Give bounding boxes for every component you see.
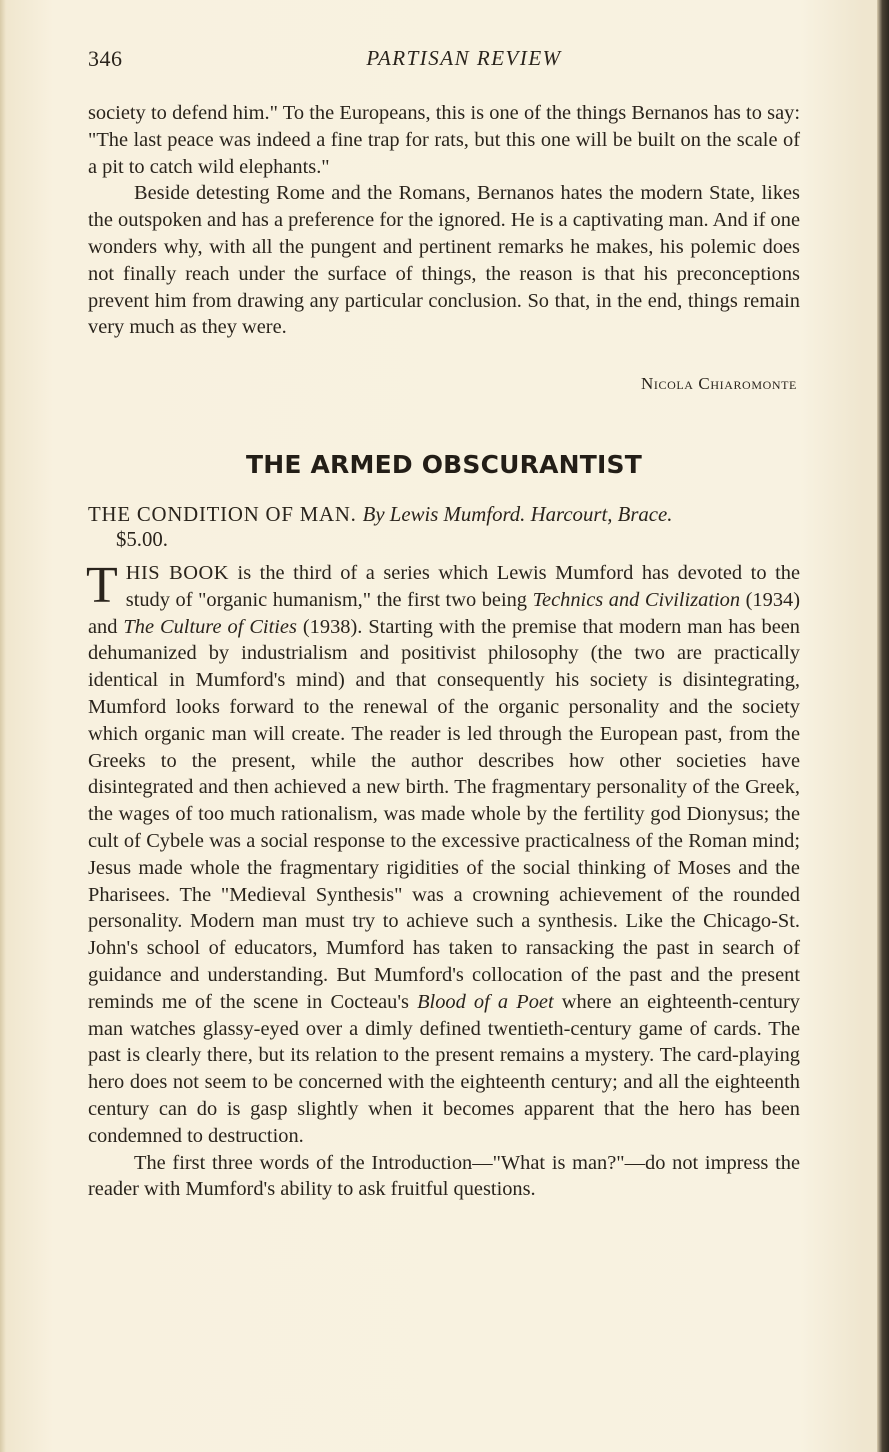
book-reference: Technics and Civilization	[532, 588, 741, 611]
review-paragraph: The first three words of the Introduction—"What is man?"—do not impress the reader with Mumford's ability to ask fruitful questions.	[88, 1151, 800, 1201]
book-byline: By Lewis Mumford. Harcourt, Brace.	[362, 503, 673, 526]
review-text: is the third of a series which Lewis Mumford has devoted to the study of "organic humanism," the first two being	[125, 562, 801, 611]
review-text: where an eighteenth-century man watches glassy-eyed over a dimly defined twentieth-century game of cards. The past is clearly there, but its relation to the present remains a mystery. The card-playing hero does not seem to be concerned with the eighteenth century; and all the eighteenth century can do is gasp slightly when it becomes apparent that the hero has been condemned to destruction.	[88, 990, 800, 1147]
film-reference: Blood of a Poet	[417, 990, 554, 1013]
book-citation	[88, 502, 800, 552]
book-reference: The Culture of Cities	[123, 615, 297, 638]
page-header	[88, 46, 800, 80]
book-price: $5.00.	[116, 528, 168, 551]
drop-cap: T	[86, 557, 118, 614]
page-gutter-shadow	[0, 0, 6, 1452]
page-edge	[877, 0, 889, 1452]
previous-review-text	[88, 100, 800, 341]
book-title: THE CONDITION OF MAN.	[88, 503, 357, 526]
review-text: (1938). Starting with the premise that modern man has been dehumanized by industrialism and positivist philosophy (the two are practically identical in Mumford's mind) and that consequently his society is disintegrating, Mumford looks forward to the renewal of the organic personality and the society which organic man will create. The reader is led through the European past, from the Greeks to the present, while the author describes how other societies have disintegrated and then achieved a new birth. The fragmentary personality of the Greek, the wages of too much rationalism, was made whole by the fertility god Dionysus; the cult of Cybele was a social response to the excessive practicalness of the Roman mind; Jesus made whole the fragmentary rigidities of the social thinking of Moses and the Pharisees. The "Medieval Synthesis" was a crowning achievement of the rounded personality. Modern man must try to achieve such a synthesis. Like the Chicago-St. John's school of educators, Mumford has taken to ransacking the past in search of guidance and understanding. But Mumford's collocation of the past and the present reminds me of the scene in Cocteau's	[88, 615, 801, 1013]
review-body	[86, 557, 801, 1203]
review-text: (1934) and	[88, 588, 801, 638]
review-paragraph	[86, 557, 801, 1150]
previous-review-paragraph: Beside detesting Rome and the Romans, Bernanos hates the modern State, likes the outspoken and has a preference for the ignored. He is a captivating man. And if one wonders why, with all the pungent and pertinent remarks he makes, his polemic does not finally reach under the surface of things, the reason is that his preconceptions prevent him from drawing any particular conclusion. So that, in the end, things remain very much as they were.	[88, 182, 800, 339]
previous-review-paragraph: society to defend him." To the Europeans, this is one of the things Bernanos has to say: "The last peace was indeed a fine trap for rats, but this one will be built on the scale of a pit to catch wild elephants."	[88, 102, 800, 178]
opening-small-caps: HIS BOOK	[125, 562, 229, 584]
page-number: 346	[88, 46, 123, 71]
running-head: PARTISAN REVIEW	[366, 46, 562, 70]
reviewer-signature: Nicola Chiaromonte	[641, 374, 797, 393]
review-title: THE ARMED OBSCURANTIST	[245, 450, 643, 479]
